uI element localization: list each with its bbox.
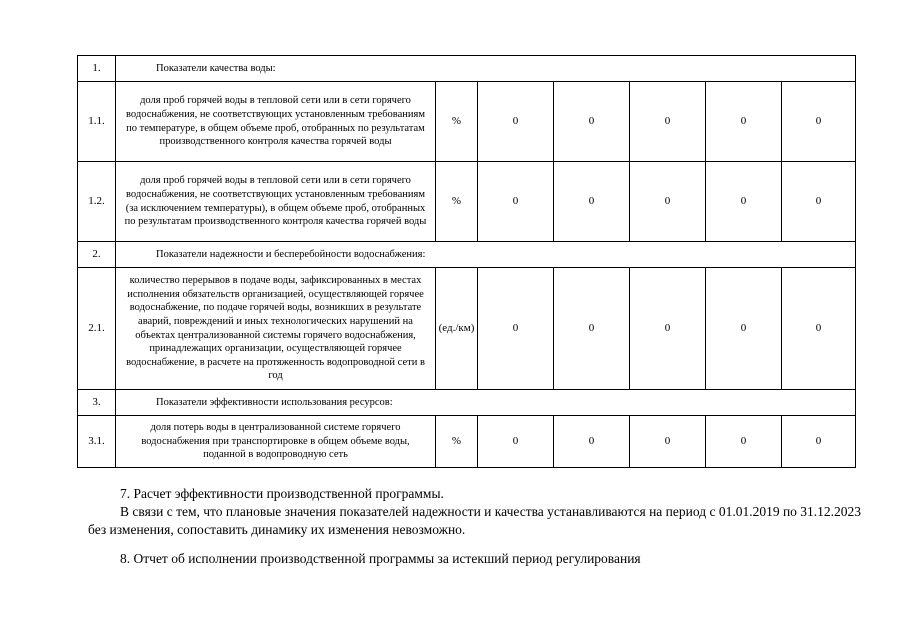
- row-value-5: 0: [782, 162, 856, 242]
- indicators-table-container: [77, 55, 855, 468]
- row-unit: %: [436, 82, 478, 162]
- row-number: 2.1.: [78, 268, 116, 390]
- row-value-4: 0: [706, 416, 782, 468]
- row-value-3: 0: [630, 162, 706, 242]
- section-7-body: В связи с тем, что плановые значения показателей надежности и качества устанавливаются на период с 01.01.2019 по 31.12.2023 без изменения, сопоставить динамику их изменения невозможно.: [88, 504, 862, 537]
- row-unit: %: [436, 162, 478, 242]
- section-title: Показатели надежности и бесперебойности водоснабжения:: [116, 242, 856, 268]
- row-number: 3.1.: [78, 416, 116, 468]
- row-value-4: 0: [706, 162, 782, 242]
- row-number: 3.: [78, 390, 116, 416]
- table-row-section-3: [78, 390, 856, 416]
- row-number: 1.2.: [78, 162, 116, 242]
- table-row-3-1: [78, 416, 856, 468]
- section-7-paragraph: [88, 503, 868, 539]
- row-value-3: 0: [630, 268, 706, 390]
- table-row-1-1: [78, 82, 856, 162]
- row-value-2: 0: [554, 268, 630, 390]
- row-number: 1.1.: [78, 82, 116, 162]
- row-unit: %: [436, 416, 478, 468]
- indicators-table: [77, 55, 856, 468]
- section-title: Показатели эффективности использования ресурсов:: [116, 390, 856, 416]
- row-value-4: 0: [706, 268, 782, 390]
- row-value-5: 0: [782, 82, 856, 162]
- row-value-1: 0: [478, 416, 554, 468]
- section-7-title: 7. Расчет эффективности производственной программы.: [120, 486, 444, 501]
- row-value-5: 0: [782, 416, 856, 468]
- section-8-heading: [88, 550, 868, 568]
- row-value-2: 0: [554, 416, 630, 468]
- section-title: Показатели качества воды:: [116, 56, 856, 82]
- row-value-5: 0: [782, 268, 856, 390]
- row-value-2: 0: [554, 82, 630, 162]
- table-row-section-1: [78, 56, 856, 82]
- row-value-4: 0: [706, 82, 782, 162]
- row-number: 1.: [78, 56, 116, 82]
- section-7-heading: [88, 485, 868, 503]
- row-value-3: 0: [630, 82, 706, 162]
- table-row-section-2: [78, 242, 856, 268]
- row-value-1: 0: [478, 162, 554, 242]
- row-number: 2.: [78, 242, 116, 268]
- row-value-1: 0: [478, 268, 554, 390]
- row-description: доля потерь воды в централизованной системе горячего водоснабжения при транспортировке в общем объеме воды, поданной в водопроводную сеть: [116, 416, 436, 468]
- row-description: доля проб горячей воды в тепловой сети или в сети горячего водоснабжения, не соответствующих установленным требованиям (за исключением температуры), в общем объеме проб, отобранных по результатам производственного контроля качества горячей воды: [116, 162, 436, 242]
- row-value-2: 0: [554, 162, 630, 242]
- row-value-3: 0: [630, 416, 706, 468]
- section-8-title: 8. Отчет об исполнении производственной программы за истекший период регулирования: [120, 551, 641, 566]
- row-unit: (ед./км): [436, 268, 478, 390]
- row-description: доля проб горячей воды в тепловой сети или в сети горячего водоснабжения, не соответствующих установленным требованиям по температуре, в общем объеме проб, отобранных по результатам производственного контроля качества горячей воды: [116, 82, 436, 162]
- table-row-2-1: [78, 268, 856, 390]
- table-row-1-2: [78, 162, 856, 242]
- row-description: количество перерывов в подаче воды, зафиксированных в местах исполнения обязательств организацией, осуществляющей горячее водоснабжение, по подаче горячей воды, возникших в результате аварий, повреждений и иных технологических нарушений на объектах централизованной системы горячего водоснабжения, принадлежащих организации, осуществляющей горячее водоснабжение, в расчете на протяженность водопроводной сети в год: [116, 268, 436, 390]
- row-value-1: 0: [478, 82, 554, 162]
